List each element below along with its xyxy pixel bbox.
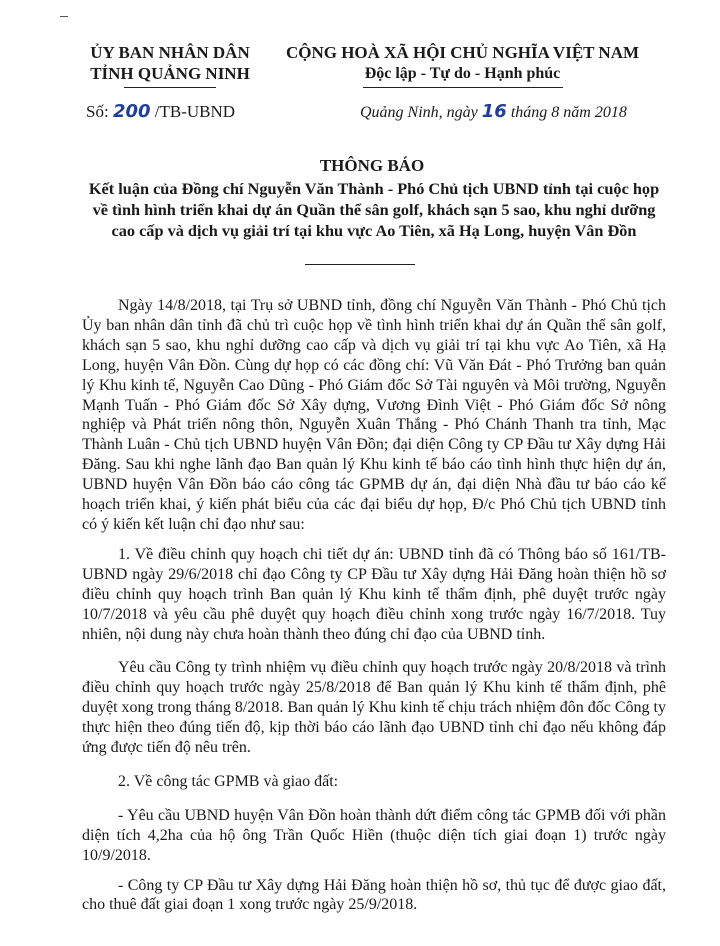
paragraph-item-2: 2. Về công tác GPMB và giao đất: (118, 772, 339, 790)
paragraph-item-2-b: - Công ty CP Đầu tư Xây dựng Hải Đăng hoàn thiện hồ sơ, thủ tục để được giao đất, cho thuê đất giai đoạn 1 xong trước ngày 25/9/2018. (82, 876, 666, 914)
scan-mark (60, 16, 68, 17)
date-suffix: tháng 8 năm 2018 (506, 104, 627, 121)
document-title: THÔNG BÁO (319, 156, 425, 175)
doc-number-handwritten: 200 (112, 101, 151, 122)
divider (363, 87, 563, 88)
paragraph-item-2-a: - Yêu cầu UBND huyện Vân Đồn hoàn thành dứt điểm công tác GPMB đối với phần diện tích 4,2ha của hộ ông Trần Quốc Hiền (thuộc diện tích giai đoạn 1) trước ngày 10/9/2018. (82, 806, 666, 864)
divider (124, 87, 216, 88)
doc-number-suffix: /TB-UBND (150, 102, 236, 121)
org-name: ỦY BAN NHÂN DÂN (90, 43, 250, 62)
document-body (82, 296, 666, 915)
document-subject: Kết luận của Đồng chí Nguyễn Văn Thành - Phó Chủ tịch UBND tỉnh tại cuộc họp về tình hình triển khai dự án Quần thể sân golf, khách sạn 5 sao, khu nghỉ dưỡng cao cấp và dịch vụ giải trí tại khu vực Ao Tiên, xã Hạ Long, huyện Vân Đồn (88, 179, 660, 240)
national-motto: Độc lập - Tự do - Hạnh phúc (364, 65, 561, 82)
date-day-handwritten: 16 (481, 101, 507, 122)
nation-name: CỘNG HOÀ XÃ HỘI CHỦ NGHĨA VIỆT NAM (285, 43, 640, 62)
divider (305, 264, 415, 265)
document-number (86, 101, 235, 122)
issuing-authority (70, 42, 270, 88)
place-and-date (360, 101, 627, 122)
doc-number-prefix: Số: (86, 102, 113, 121)
paragraph-item-1: 1. Về điều chỉnh quy hoạch chi tiết dự án: UBND tỉnh đã có Thông báo số 161/TB-UBND ngày 29/6/2018 chỉ đạo Công ty CP Đầu tư Xây dựng Hải Đăng hoàn thiện hồ sơ điều chỉnh quy hoạch trình Ban quản lý Khu kinh tế thẩm định, phê duyệt trước ngày 10/7/2018 và yêu cầu phê duyệt quy hoạch điều chỉnh xong trước ngày 16/7/2018. Tuy nhiên, nội dung này chưa hoàn thành theo đúng chỉ đạo của UBND tỉnh. (82, 545, 666, 643)
paragraph-intro: Ngày 14/8/2018, tại Trụ sở UBND tỉnh, đồng chí Nguyễn Văn Thành - Phó Chủ tịch Ủy ban nhân dân tỉnh đã chủ trì cuộc họp về tình hình triển khai dự án Quần thể sân golf, khách sạn 5 sao, khu nghỉ dưỡng cao cấp và dịch vụ giải trí tại khu vực Ao Tiên, xã Hạ Long, huyện Vân Đồn. Cùng dự họp có các đồng chí: Vũ Văn Đát - Phó Trưởng ban quản lý Khu kinh tế, Nguyễn Cao Dũng - Phó Giám đốc Sở Tài nguyên và Môi trường, Nguyễn Mạnh Tuấn - Phó Giám đốc Sở Xây dựng, Vương Đình Việt - Phó Giám đốc Sở nông nghiệp và Phát triển nông thôn, Nguyễn Xuân Thắng - Phó Chánh Thanh tra tỉnh, Mạc Thành Luân - Chủ tịch UBND huyện Vân Đồn; đại diện Công ty CP Đầu tư Xây dựng Hải Đăng. Sau khi nghe lãnh đạo Ban quản lý Khu kinh tế báo cáo tình hình thực hiện dự án, UBND huyện Vân Đồn báo cáo công tác GPMB dự án, đại diện Nhà đầu tư báo cáo kế hoạch triển khai, ý kiến phát biểu của các đại biểu dự họp, Đ/c Phó Chủ tịch UBND tỉnh có ý kiến kết luận chỉ đạo như sau: (82, 297, 666, 533)
paragraph-item-1-request: Yêu cầu Công ty trình nhiệm vụ điều chỉnh quy hoạch trước ngày 20/8/2018 và trình điều chỉnh quy hoạch trước ngày 25/8/2018 để Ban quản lý Khu kinh tế thẩm định, phê duyệt xong trong tháng 8/2018. Ban quản lý Khu kinh tế chịu trách nhiệm đôn đốc Công ty thực hiện theo đúng tiến độ, kịp thời báo cáo lãnh đạo UBND tỉnh chỉ đạo nếu không đáp ứng được tiến độ nêu trên. (82, 659, 666, 757)
place-prefix: Quảng Ninh, ngày (360, 104, 482, 121)
org-province: TỈNH QUẢNG NINH (90, 64, 250, 83)
national-heading (275, 42, 650, 88)
